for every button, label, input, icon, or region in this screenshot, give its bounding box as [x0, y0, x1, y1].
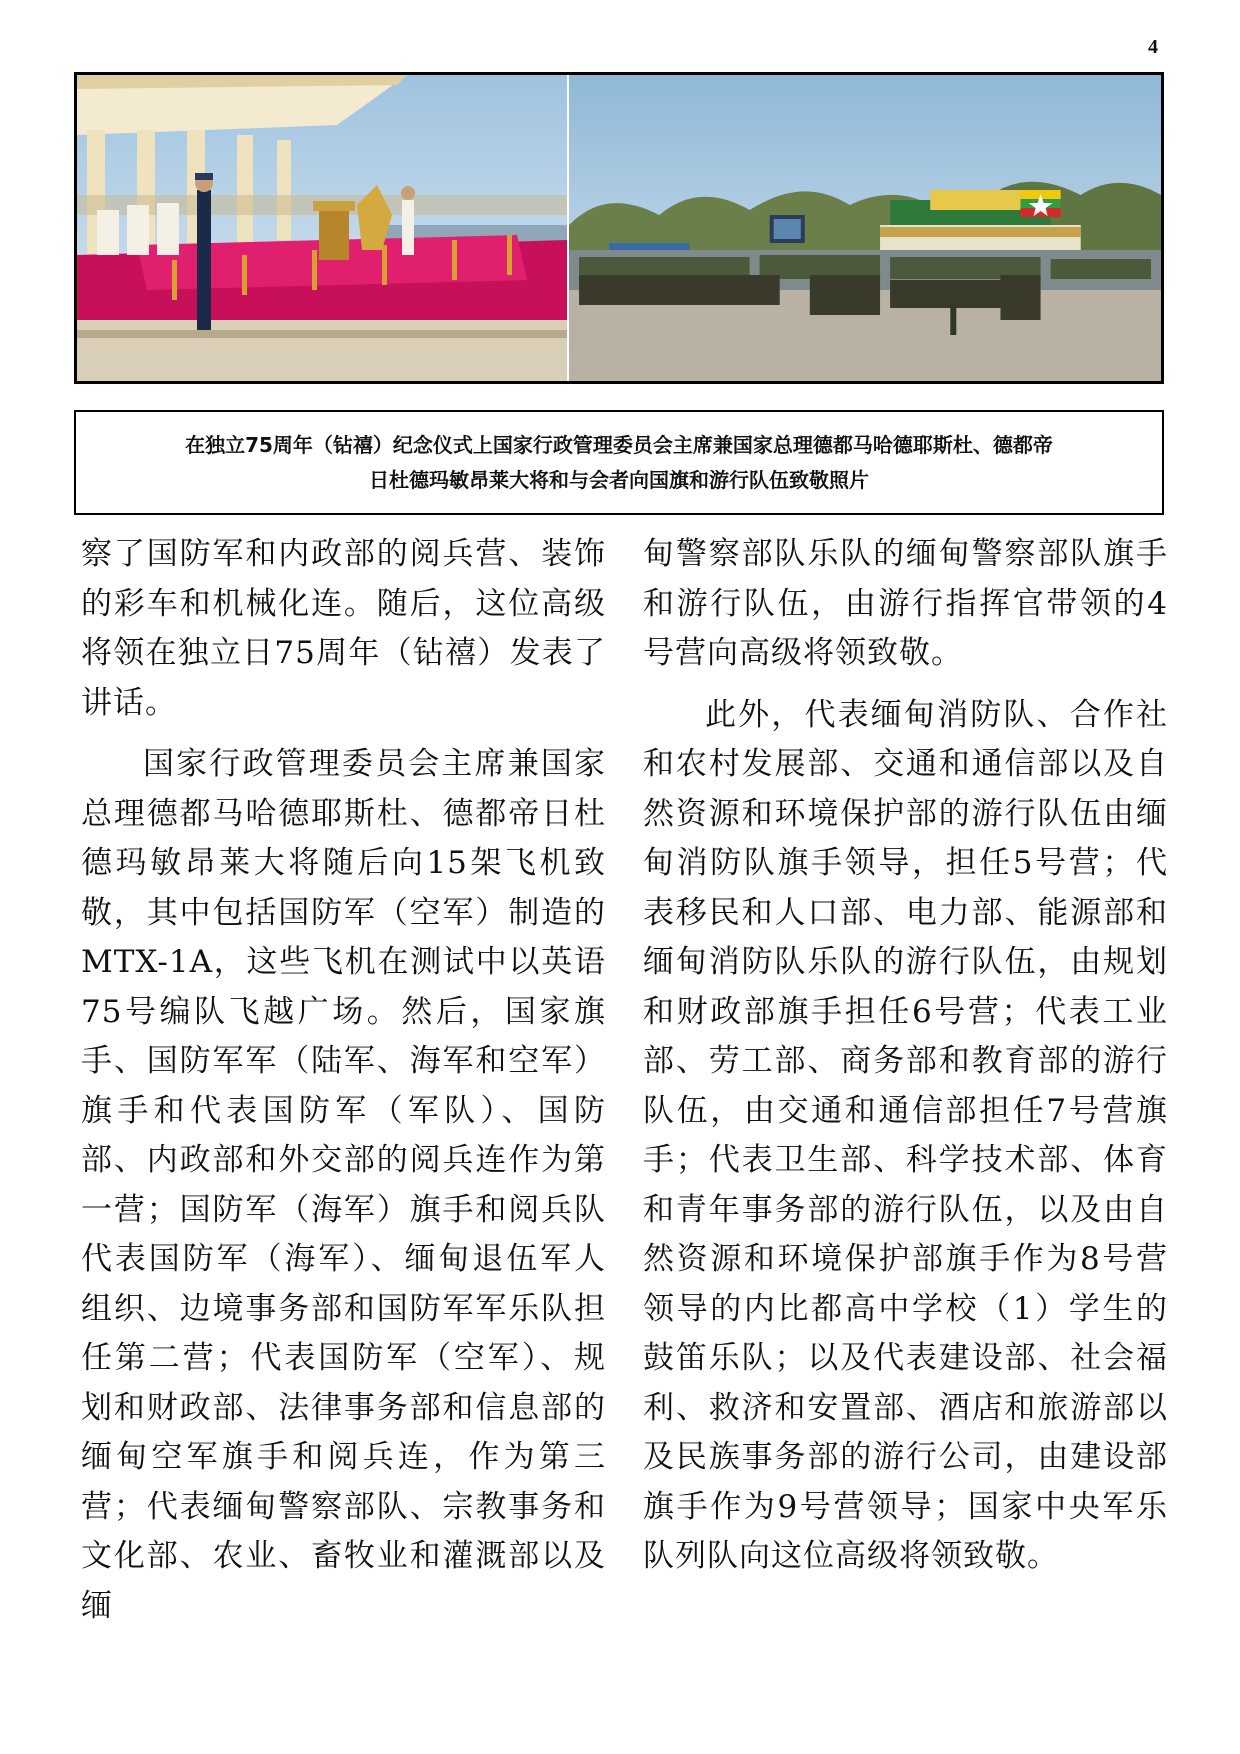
right-paragraph-1: 甸警察部队乐队的缅甸警察部队旗手和游行队伍，由游行指挥官带领的4号营向高级将领致敬。 — [643, 536, 1168, 671]
caption-line-1: 在独立75周年（钻禧）纪念仪式上国家行政管理委员会主席兼国家总理德都马哈德耶斯杜、德都帝 — [185, 433, 1053, 457]
page-number: 4 — [1148, 36, 1158, 58]
parade-ground-illustration — [569, 75, 1161, 381]
ceremony-stage-photo — [77, 75, 569, 381]
photo-caption — [74, 410, 1164, 515]
right-paragraph-2: 此外，代表缅甸消防队、合作社和农村发展部、交通和通信部以及自然资源和环境保护部的游行队伍由缅甸消防队旗手领导，担任5号营；代表移民和人口部、电力部、能源部和缅甸消防队乐队的游行队伍，由规划和财政部旗手担任6号营；代表工业部、劳工部、商务部和教育部的游行队伍，由交通和通信部担任7号营旗手；代表卫生部、科学技术部、体育和青年事务部的游行队伍，以及由自然资源和环境保护部旗手作为8号营领导的内比都高中学校（1）学生的鼓笛乐队；以及代表建设部、社会福利、救济和安置部、酒店和旅游部以及民族事务部的游行公司，由建设部旗手作为9号营领导；国家中央军乐队列队向这位高级将领致敬。 — [643, 696, 1168, 1574]
article-right-column — [643, 530, 1168, 1594]
ceremony-stage-illustration — [77, 75, 567, 381]
flag-icon — [1021, 190, 1061, 217]
left-paragraph-1: 察了国防军和内政部的阅兵营、装饰的彩车和机械化连。随后，这位高级将领在独立日75周年（钻禧）发表了讲话。 — [81, 536, 606, 721]
article-left-column — [81, 530, 606, 1643]
photo-frame — [74, 72, 1164, 384]
left-paragraph-2: 国家行政管理委员会主席兼国家总理德都马哈德耶斯杜、德都帝日杜德玛敏昂莱大将随后向15架飞机致敬，其中包括国防军（空军）制造的MTX-1A，这些飞机在测试中以英语75号编队飞越广场。然后，国家旗手、国防军军（陆军、海军和空军）旗手和代表国防军（军队）、国防部、内政部和外交部的阅兵连作为第一营；国防军（海军）旗手和阅兵队代表国防军（海军）、缅甸退伍军人组织、边境事务部和国防军军乐队担任第二营；代表国防军（空军）、规划和财政部、法律事务部和信息部的缅甸空军旗手和阅兵连，作为第三营；代表缅甸警察部队、宗教事务和文化部、农业、畜牧业和灌溉部以及缅 — [81, 746, 606, 1624]
parade-ground-photo — [569, 75, 1161, 381]
caption-line-2: 日杜德玛敏昂莱大将和与会者向国旗和游行队伍致敬照片 — [369, 468, 869, 492]
